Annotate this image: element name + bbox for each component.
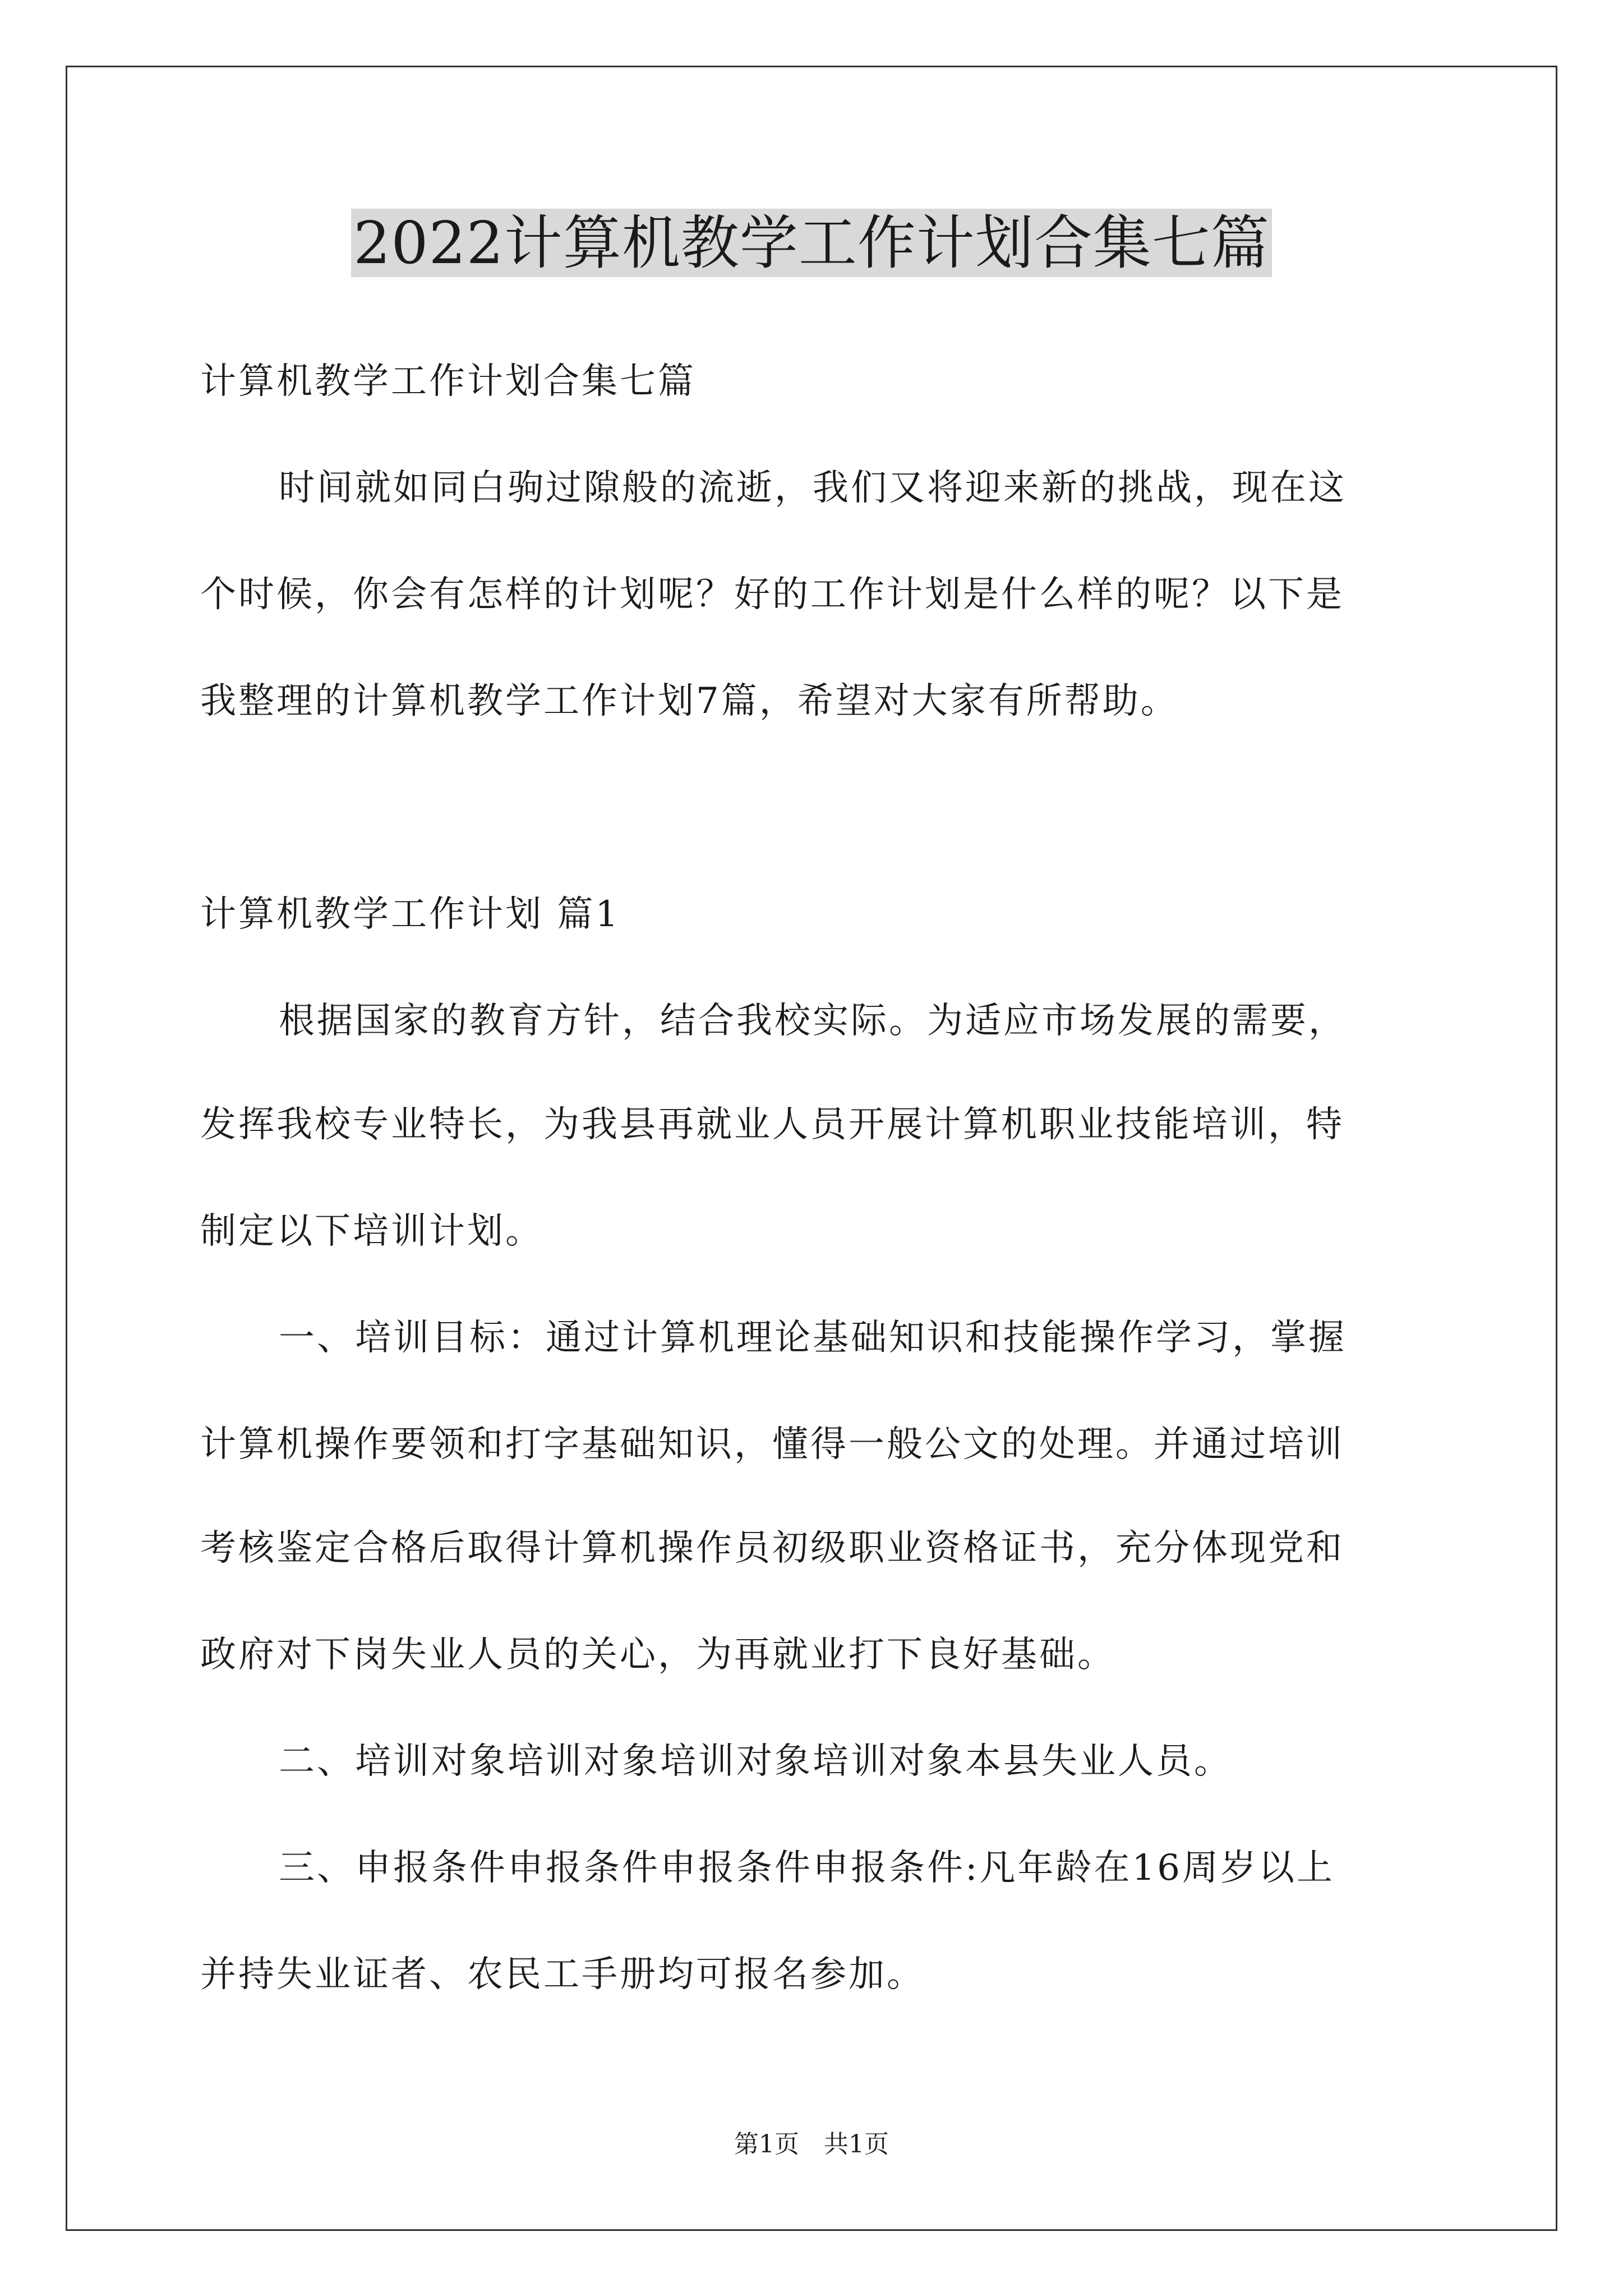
subtitle: 计算机教学工作计划合集七篇: [200, 361, 696, 402]
paragraph-line: 政府对下岗失业人员的关心，为再就业打下良好基础。: [200, 1634, 1115, 1676]
paragraph-line: 我整理的计算机教学工作计划7篇，希望对大家有所帮助。: [200, 680, 1179, 722]
paragraph-line: 计算机操作要领和打字基础知识，懂得一般公文的处理。并通过培训: [200, 1424, 1344, 1465]
paragraph-line: 发挥我校专业特长，为我县再就业人员开展计算机职业技能培训，特: [200, 1104, 1344, 1145]
paragraph-line: 根据国家的教育方针，结合我校实际。为适应市场发展的需要，: [279, 1000, 1347, 1042]
page-footer: 第1页 共1页: [734, 2130, 889, 2159]
paragraph-line: 一、培训目标：通过计算机理论基础知识和技能操作学习，掌握: [279, 1317, 1347, 1359]
paragraph-line: 考核鉴定合格后取得计算机操作员初级职业资格证书，充分体现党和: [200, 1527, 1344, 1569]
paragraph-line: 个时候，你会有怎样的计划呢？好的工作计划是什么样的呢？以下是: [200, 574, 1344, 615]
paragraph-line: 制定以下培训计划。: [200, 1211, 543, 1252]
paragraph-line: 二、培训对象培训对象培训对象培训对象本县失业人员。: [279, 1741, 1232, 1782]
section-heading: 计算机教学工作计划 篇1: [200, 894, 621, 935]
paragraph-line: 并持失业证者、农民工手册均可报名参加。: [200, 1954, 925, 1995]
paragraph-line: 时间就如同白驹过隙般的流逝，我们又将迎来新的挑战，现在这: [279, 467, 1347, 509]
document-title: 2022计算机教学工作计划合集七篇: [0, 206, 1623, 279]
paragraph-line: 三、申报条件申报条件申报条件申报条件:凡年龄在16周岁以上: [279, 1847, 1335, 1889]
